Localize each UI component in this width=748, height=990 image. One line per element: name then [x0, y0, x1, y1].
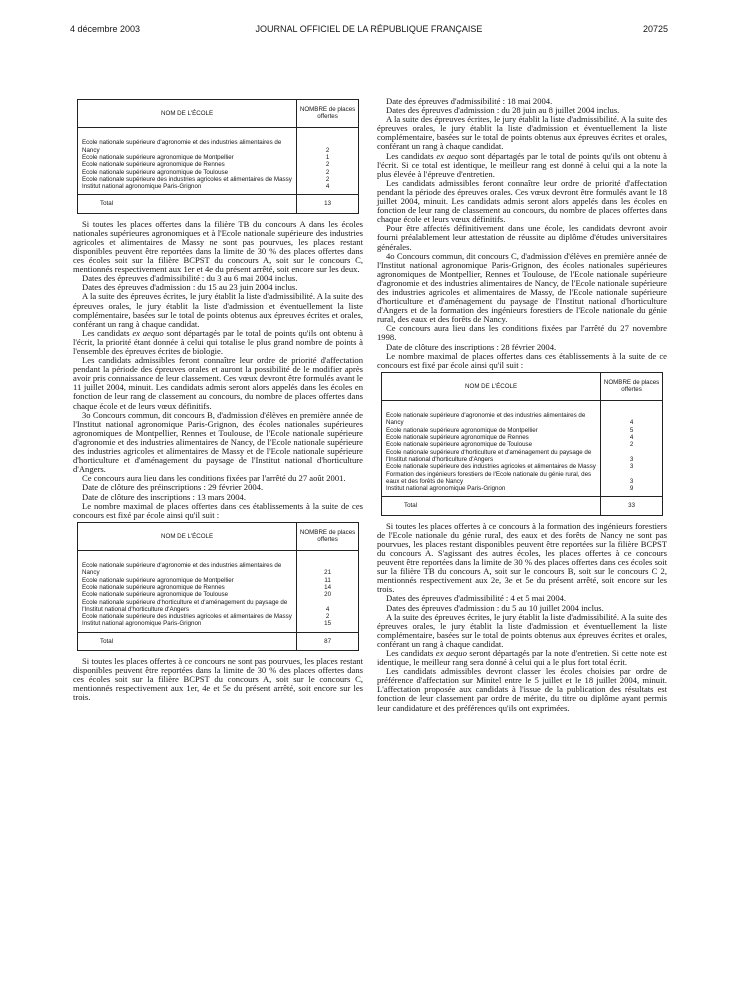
places-count: 9	[601, 485, 663, 497]
total-label: Total	[78, 632, 297, 650]
paragraph: Si toutes les places offertes dans la filière TB du concours A dans les écoles nationales supérieures agronomiques et à l'Ecole nationale supérieure des industries agricoles et alimentaires de Massy ne sont pas pourvues, les places restant disponibles peuvent être reportées dans la limite de 30 % des places offertes dans ces écoles soit sur la filière BCPST du concours A, soit sur le concours C, mentionnés respectivement aux 1er et 4e du présent arrêté, soit encore sur les deux.	[73, 218, 363, 275]
paragraph: Ce concours aura lieu dans les conditions fixées par l'arrêté du 27 novembre 1998.	[377, 323, 667, 343]
places-count: 2	[297, 139, 359, 154]
table-row	[78, 562, 359, 577]
table-row	[78, 176, 359, 183]
paragraph: Dates des épreuves d'admission : du 5 au 10 juillet 2004 inclus.	[386, 602, 604, 613]
places-count: 1	[297, 154, 359, 161]
school-name: Formation des ingénieurs forestiers de l'Ecole nationale du génie rural, des eaux et des forêts de Nancy	[382, 471, 601, 486]
column-header-places: NOMBRE de places offertes	[297, 522, 359, 550]
paragraph: Le nombre maximal de places offertes dans ces établissements à la suite de ces concours est fixé par école ainsi qu'il suit :	[73, 500, 363, 520]
places-count: 14	[297, 584, 359, 591]
paragraph: Ce concours aura lieu dans les conditions fixées par l'arrêté du 27 août 2001.	[82, 473, 346, 484]
table-row	[382, 463, 663, 470]
places-count: 4	[297, 599, 359, 614]
table-row	[382, 471, 663, 486]
column-header-places: NOMBRE de places offertes	[297, 100, 359, 128]
table-row	[78, 154, 359, 161]
school-name: Institut national agronomique Paris-Grignon	[78, 620, 297, 632]
paragraph: Les candidats admissibles devront classer les écoles choisies par ordre de préférence d'affectation sur Minitel entre le 5 juillet et le 18 juillet 2004, minuit. L'affectation proposée aux candidats à l'issue de la publication des résultats est fonction de leur classement par ordre de mérite, du titre ou diplôme ayant permis leur candidature et des préférences qu'ils ont exprimées.	[377, 666, 667, 713]
places-count: 11	[297, 577, 359, 584]
paragraph: Dates des épreuves d'admissibilité : 4 et 5 mai 2004.	[386, 593, 567, 604]
places-count: 3	[601, 471, 663, 486]
table-row	[382, 412, 663, 427]
places-count: 3	[601, 449, 663, 464]
right-column	[377, 97, 667, 713]
places-count: 2	[297, 169, 359, 176]
journal-title: JOURNAL OFFICIEL DE LA RÉPUBLIQUE FRANÇAISE	[255, 24, 483, 34]
places-count: 4	[297, 183, 359, 195]
paragraph: Pour être affectés définitivement dans une école, les candidats devront avoir fourni préalablement leur attestation de réussite au diplôme d'études universitaires générales.	[377, 223, 667, 252]
places-count: 20	[297, 591, 359, 598]
table-row	[78, 620, 359, 632]
column-header-school: NOM DE L'ÉCOLE	[78, 522, 297, 550]
places-count: 4	[601, 412, 663, 427]
school-name: Ecole nationale supérieure agronomique de Montpellier	[78, 577, 297, 584]
places-count: 4	[601, 434, 663, 441]
school-name: Ecole nationale supérieure agronomique de Toulouse	[78, 169, 297, 176]
places-count: 5	[601, 427, 663, 434]
table-header-row	[78, 522, 359, 550]
school-name: Ecole nationale supérieure agronomique de Toulouse	[382, 441, 601, 448]
school-name: Ecole nationale supérieure des industries agricoles et alimentaires de Massy	[78, 176, 297, 183]
school-name: Institut national agronomique Paris-Grignon	[78, 183, 297, 195]
paragraph: Les candidats admissibles feront connaître leur ordre de priorité d'affectation pendant la période des épreuves orales. Ces vœux devront être formulés avant le 18 juillet 2004, minuit. Les candidats admis seront alors appelés dans les écoles en fonction de leur rang de classement au concours, du nombre de places offertes dans chaque école et leurs vœux définitifs.	[377, 177, 667, 225]
header-date: 4 décembre 2003	[70, 24, 141, 34]
school-name: Ecole nationale supérieure agronomique de Montpellier	[78, 154, 297, 161]
paragraph: Les candidats admissibles feront connaître leur ordre de priorité d'affectation pendant la période des épreuves orales et auront la possibilité de le modifier après avoir pris connaissance de leur classement. Ces vœux devront être formulés avant le 11 juillet 2004, minuit. Les candidats admis seront alors appelés dans les écoles en fonction de leur rang de classement au concours, du nombre de places offertes dans chaque école et de leurs vœux définitifs.	[73, 355, 363, 411]
total-value: 33	[601, 497, 663, 515]
total-label: Total	[382, 497, 601, 515]
table-row	[382, 434, 663, 441]
school-name: Ecole nationale supérieure d'agronomie et des industries alimentaires de Nancy	[78, 562, 297, 577]
total-row	[78, 632, 359, 650]
table-row	[78, 591, 359, 598]
paragraph: A la suite des épreuves écrites, le jury établit la liste d'admissibilité. A la suite des épreuves orales, le jury établit la liste d'admission et éventuellement la liste complémentaire, basées sur le total de points obtenus aux épreuves écrites et orales, conférant un rang à chaque candidat.	[73, 291, 363, 329]
places-count: 2	[297, 613, 359, 620]
paragraph: Le nombre maximal de places offertes dans ces établissements à la suite de ce concours est fixé par école ainsi qu'il suit :	[377, 350, 667, 370]
school-name: Institut national agronomique Paris-Grignon	[382, 485, 601, 497]
table-row	[78, 577, 359, 584]
total-value: 13	[297, 195, 359, 213]
places-count: 2	[601, 441, 663, 448]
school-name: Ecole nationale supérieure agronomique de Montpellier	[382, 427, 601, 434]
page-number: 20725	[642, 24, 668, 34]
paragraph: Si toutes les places offertes à ce concours à la formation des ingénieurs forestiers de l'Ecole nationale du génie rural, des eaux et des forêts de Nancy ne sont pas pourvues, les places restant disponibles peuvent être reportées sur la filière BCPST du concours A. S'agissant des autres écoles, les places offertes à ce concours peuvent être reportées dans la limite de 30 % des places offertes dans ces écoles soit sur la filière TB du concours A, soit sur le concours B, soit sur le concours C 2, mentionnés respectivement aux 2e, 3e et 5e du présent arrêté, soit encore sur les trois.	[377, 520, 667, 595]
paragraph: Si toutes les places offertes à ce concours ne sont pas pourvues, les places restant disponibles peuvent être reportées dans la limite de 30 % des places offertes dans ces écoles soit sur la filière BCPST du concours A, soit sur le concours C, mentionnés respectivement aux 1er, 4e et 5e du présent arrêté, soit encore sur les trois.	[73, 656, 363, 703]
paragraph: Dates des épreuves d'admission : du 28 juin au 8 juillet 2004 inclus.	[386, 105, 620, 116]
school-name: Ecole nationale supérieure agronomique de Rennes	[78, 584, 297, 591]
school-name: Ecole nationale supérieure d'horticulture et d'aménagement du paysage de l'Institut national d'horticulture d'Angers	[78, 599, 297, 614]
places-count: 15	[297, 620, 359, 632]
paragraph: 4o Concours commun, dit concours C, d'admission d'élèves en première année de l'Institut national agronomique Paris-Grignon, des écoles nationales supérieures agronomiques de Montpellier, Rennes et Toulouse, de l'Ecole nationale supérieure d'agronomie et des industries alimentaires de Nancy, de l'Ecole nationale supérieure des industries agricoles et alimentaires de Massy, de l'Ecole nationale supérieure d'horticulture et d'aménagement du paysage de l'Institut national d'horticulture d'Angers et de la formation des ingénieurs forestiers de l'Ecole nationale du génie rural, des eaux et des forêts de Nancy.	[377, 250, 667, 325]
paragraph: Les candidats ex aequo seront départagés par la note d'entretien. Si cette note est identique, le meilleur rang sera donné à celui qui a le plus fort total écrit.	[377, 648, 667, 668]
table-row	[382, 449, 663, 464]
column-header-school: NOM DE L'ÉCOLE	[382, 372, 601, 400]
school-name: Ecole nationale supérieure des industries agricoles et alimentaires de Massy	[78, 613, 297, 620]
total-value: 87	[297, 632, 359, 650]
table-row	[78, 584, 359, 591]
paragraph: Date de clôture des inscriptions : 13 mars 2004.	[82, 491, 246, 502]
places-count: 3	[601, 463, 663, 470]
places-count: 2	[297, 176, 359, 183]
table-row	[78, 613, 359, 620]
school-name: Ecole nationale supérieure des industries agricoles et alimentaires de Massy	[382, 463, 601, 470]
column-header-places: NOMBRE de places offertes	[601, 372, 663, 400]
school-name: Ecole nationale supérieure d'agronomie et des industries alimentaires de Nancy	[78, 139, 297, 154]
page-header	[70, 24, 668, 38]
paragraph: 3o Concours commun, dit concours B, d'admission d'élèves en première année de l'Institut national agronomique Paris-Grignon, des écoles nationales supérieures agronomiques de Montpellier, Rennes et Toulouse, de l'Ecole nationale supérieure d'agronomie et des industries alimentaires de Nancy, de l'Ecole nationale supérieure des industries agricoles et alimentaires de Massy et de l'Ecole nationale supérieure d'horticulture et d'aménagement du paysage de l'Institut national d'horticulture d'Angers.	[73, 409, 363, 475]
table-row	[382, 427, 663, 434]
school-name: Ecole nationale supérieure agronomique de Rennes	[382, 434, 601, 441]
paragraph: Les candidats ex aequo sont départagés par le total de points qu'ils ont obtenu à l'écrit, la priorité étant donnée à celui qui totalise le plus grand nombre de points à l'ensemble des épreuves écrites de biologie.	[73, 327, 363, 356]
paragraph: Date de clôture des inscriptions : 28 février 2004.	[386, 341, 557, 352]
total-row	[382, 497, 663, 515]
places-count: 2	[297, 161, 359, 168]
school-name: Ecole nationale supérieure d'horticulture et d'aménagement du paysage de l'Institut national d'horticulture d'Angers	[382, 449, 601, 464]
paragraph: Dates des épreuves d'admission : du 15 au 23 juin 2004 inclus.	[82, 282, 298, 293]
paragraph: A la suite des épreuves écrites, le jury établit la liste d'admissibilité. A la suite des épreuves orales, le jury établit la liste d'admission et éventuellement la liste complémentaire, basées sur le total de points obtenus aux épreuves écrites et orales, conférant un rang à chaque candidat.	[377, 611, 667, 649]
school-name: Ecole nationale supérieure agronomique de Toulouse	[78, 591, 297, 598]
table-row	[78, 183, 359, 195]
table-row	[78, 169, 359, 176]
column-header-school: NOM DE L'ÉCOLE	[78, 100, 297, 128]
school-table-2	[77, 522, 359, 651]
table-row	[382, 485, 663, 497]
table-header-row	[78, 100, 359, 128]
total-label: Total	[78, 195, 297, 213]
paragraph: Dates des épreuves d'admissibilité : du 3 au 6 mai 2004 inclus.	[82, 273, 298, 284]
left-column	[73, 97, 363, 703]
school-table-1	[77, 99, 359, 214]
table-row	[78, 599, 359, 614]
school-name: Ecole nationale supérieure d'agronomie et des industries alimentaires de Nancy	[382, 412, 601, 427]
table-header-row	[382, 372, 663, 400]
table-row	[78, 161, 359, 168]
table-row	[382, 441, 663, 448]
places-count: 21	[297, 562, 359, 577]
paragraph: Date des épreuves d'admissibilité : 18 mai 2004.	[386, 96, 553, 106]
paragraph: Les candidats ex aequo sont départagés par le total de points qu'ils ont obtenu à l'écrit. Si ce total est identique, le meilleur rang est donné à celui qui a la note la plus élevée à l'épreuve d'entretien.	[377, 150, 667, 179]
school-name: Ecole nationale supérieure agronomique de Rennes	[78, 161, 297, 168]
school-table-3	[381, 372, 663, 516]
paragraph: A la suite des épreuves écrites, le jury établit la liste d'admissibilité. A la suite des épreuves orales, le jury établit la liste d'admission et éventuellement la liste complémentaire, basées sur le total de points obtenus aux épreuves écrites et orales, conférant un rang à chaque candidat.	[377, 114, 667, 152]
table-row	[78, 139, 359, 154]
paragraph: Date de clôture des préinscriptions : 29 février 2004.	[82, 482, 264, 493]
total-row	[78, 195, 359, 213]
